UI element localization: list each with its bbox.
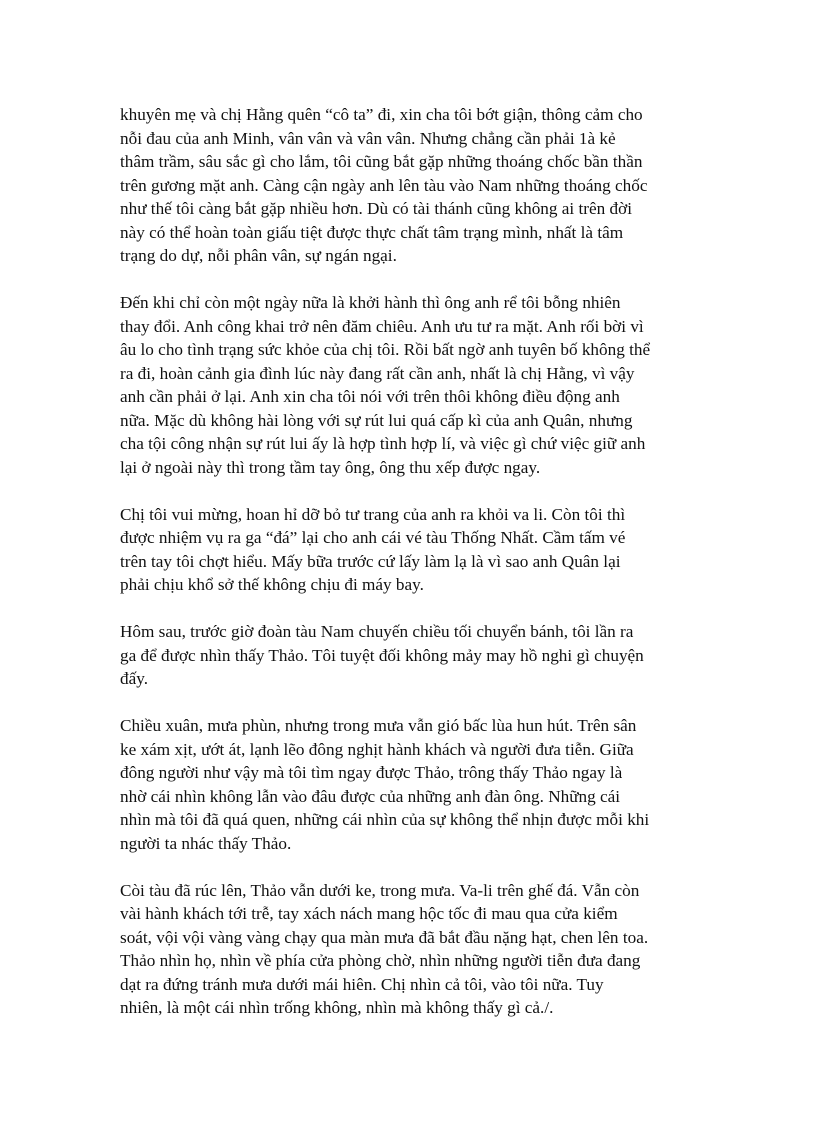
paragraph bbox=[120, 103, 710, 268]
text-line: ga để được nhìn thấy Thảo. Tôi tuyệt đối không mảy may hồ nghi gì chuyện bbox=[120, 645, 644, 665]
text-line: phải chịu khổ sở thế không chịu đi máy bay. bbox=[120, 575, 424, 594]
text-line: trên gương mặt anh. Càng cận ngày anh lên tàu vào Nam những thoáng chốc bbox=[120, 175, 648, 195]
text-line: được nhiệm vụ ra ga “đá” lại cho anh cái vé tàu Thống Nhất. Cầm tấm vé bbox=[120, 528, 626, 547]
text-line: ra đi, hoàn cảnh gia đình lúc này đang rất cần anh, nhất là chị Hằng, vì vậy bbox=[120, 363, 635, 383]
text-line: trên tay tôi chợt hiểu. Mấy bữa trước cứ lấy làm lạ là vì sao anh Quân lại bbox=[120, 551, 621, 571]
text-line: âu lo cho tình trạng sức khỏe của chị tôi. Rồi bất ngờ anh tuyên bố không thể bbox=[120, 340, 651, 359]
text-line: nhiên, là một cái nhìn trống không, nhìn mà không thấy gì cả./. bbox=[120, 998, 554, 1017]
document-body bbox=[120, 103, 710, 1043]
text-line: vài hành khách tới trễ, tay xách nách mang hộc tốc đi mau qua cửa kiểm bbox=[120, 904, 618, 923]
paragraph bbox=[120, 503, 710, 597]
text-line: như thế tôi càng bắt gặp nhiều hơn. Dù có tài thánh cũng không ai trên đời bbox=[120, 199, 632, 218]
text-line: anh cần phải ở lại. Anh xin cha tôi nói với trên thôi không điều động anh bbox=[120, 387, 620, 406]
text-line: dạt ra đứng tránh mưa dưới mái hiên. Chị nhìn cả tôi, vào tôi nữa. Tuy bbox=[120, 974, 604, 994]
text-line: Chị tôi vui mừng, hoan hỉ dỡ bỏ tư trang của anh ra khỏi va li. Còn tôi thì bbox=[120, 504, 626, 524]
text-line: Còi tàu đã rúc lên, Thảo vẫn dưới ke, trong mưa. Va-li trên ghế đá. Vẫn còn bbox=[120, 880, 640, 900]
text-line: đông người như vậy mà tôi tìm ngay được Thảo, trông thấy Thảo ngay là bbox=[120, 763, 623, 782]
text-line: soát, vội vội vàng vàng chạy qua màn mưa đã bắt đầu nặng hạt, chen lên toa. bbox=[120, 927, 649, 947]
text-line: này có thể hoàn toàn giấu tiệt được thực chất tâm trạng mình, nhất là tâm bbox=[120, 222, 624, 242]
text-line: nhờ cái nhìn không lẫn vào đâu được của những anh đàn ông. Những cái bbox=[120, 786, 621, 806]
text-line: nhìn mà tôi đã quá quen, những cái nhìn của sự không thể nhịn được mỗi khi bbox=[120, 810, 650, 829]
paragraph bbox=[120, 620, 710, 691]
text-line: nỗi đau của anh Minh, vân vân và vân vân. Nhưng chẳng cần phải 1à kẻ bbox=[120, 128, 616, 148]
paragraph bbox=[120, 291, 710, 479]
text-line: khuyên mẹ và chị Hằng quên “cô ta” đi, xin cha tôi bớt giận, thông cảm cho bbox=[120, 105, 643, 124]
text-line: người ta nhác thấy Thảo. bbox=[120, 833, 292, 853]
text-line: Chiều xuân, mưa phùn, nhưng trong mưa vẫn gió bấc lùa hun hút. Trên sân bbox=[120, 716, 637, 735]
text-line: lại ở ngoài này thì trong tầm tay ông, ông thu xếp được ngay. bbox=[120, 457, 541, 477]
text-line: thâm trầm, sâu sắc gì cho lắm, tôi cũng bắt gặp những thoáng chốc bần thần bbox=[120, 152, 643, 171]
text-line: ke xám xịt, ướt át, lạnh lẽo đông nghịt hành khách và người đưa tiễn. Giữa bbox=[120, 739, 634, 759]
text-line: nữa. Mặc dù không hài lòng với sự rút lui quá cấp kì của anh Quân, nhưng bbox=[120, 410, 633, 430]
text-line: Thảo nhìn họ, nhìn về phía cửa phòng chờ, nhìn những người tiễn đưa đang bbox=[120, 951, 641, 970]
text-line: Hôm sau, trước giờ đoàn tàu Nam chuyến chiều tối chuyển bánh, tôi lần ra bbox=[120, 622, 634, 641]
paragraph bbox=[120, 879, 710, 1020]
paragraph bbox=[120, 714, 710, 855]
text-line: cha tội công nhận sự rút lui ấy là hợp tình hợp lí, và việc gì chứ việc giữ anh bbox=[120, 434, 646, 453]
text-line: đấy. bbox=[120, 669, 148, 688]
text-line: trạng do dự, nỗi phân vân, sự ngán ngại. bbox=[120, 246, 397, 265]
text-line: thay đổi. Anh công khai trở nên đăm chiêu. Anh ưu tư ra mặt. Anh rối bời vì bbox=[120, 316, 644, 336]
text-line: Đến khi chỉ còn một ngày nữa là khởi hành thì ông anh rể tôi bỗng nhiên bbox=[120, 293, 621, 312]
